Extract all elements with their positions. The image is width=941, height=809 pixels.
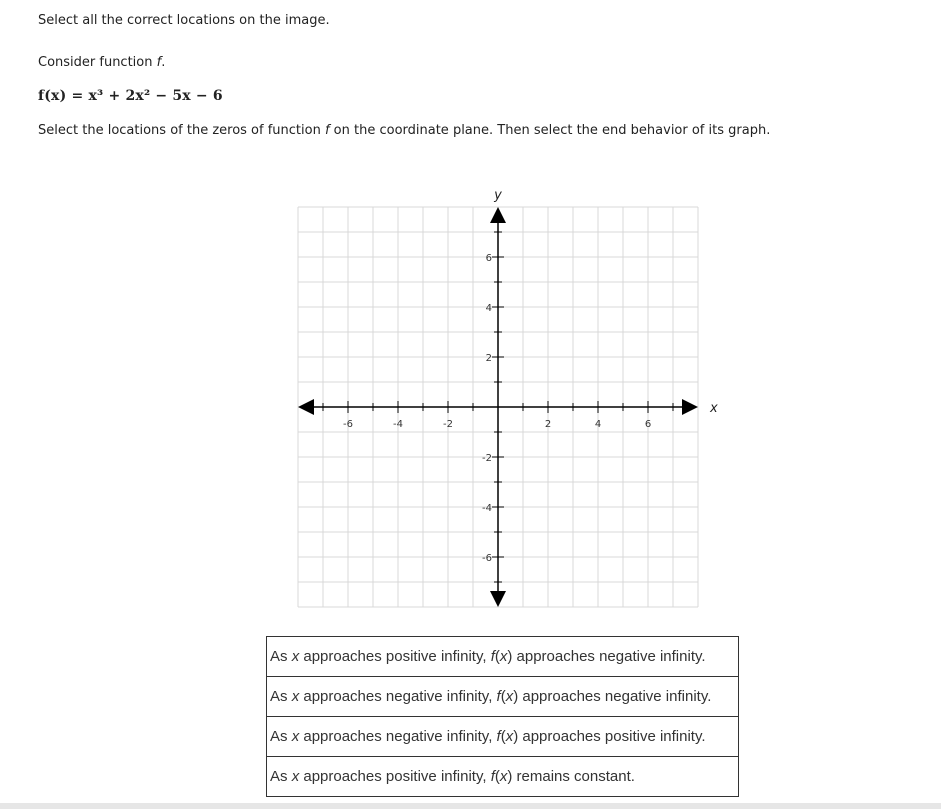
question-part-1: Select the locations of the zeros of function [38,123,325,138]
choice-option[interactable] [267,637,738,676]
choice-prefix: As [270,728,292,745]
y-tick-label: -6 [482,553,492,564]
choice-argument: x [499,768,508,785]
choice-suffix: approaches negative infinity. [518,688,712,705]
choice-paren-open: ( [500,728,506,745]
y-axis-label: y [494,188,502,203]
choice-middle: approaches positive infinity, [299,648,491,665]
choice-option[interactable] [267,756,738,796]
choice-paren-close: ) [513,688,519,705]
choice-paren-open: ( [494,648,500,665]
choice-argument: x [505,688,514,705]
function-formula: f(x) = x³ + 2x² − 5x − 6 [38,88,223,104]
y-tick-label: 2 [485,353,492,364]
tick-labels [343,253,651,564]
choice-paren-open: ( [494,768,500,785]
x-tick-label: 4 [594,419,602,430]
x-tick-label: -6 [343,419,353,430]
choice-paren-open: ( [500,688,506,705]
choice-option[interactable] [267,676,738,716]
x-axis-arrow-right [682,399,698,415]
consider-label: Consider function [38,55,157,70]
choice-middle: approaches negative infinity, [299,688,497,705]
choice-paren-close: ) [507,648,513,665]
x-axis-arrow-left [298,399,314,415]
choice-function: f [490,768,495,785]
end-behavior-choices [266,636,739,797]
choice-option[interactable] [267,716,738,756]
x-tick-label: 2 [544,419,552,430]
choice-paren-close: ) [513,728,519,745]
bottom-scroll-area [0,803,941,809]
choice-argument: x [505,728,514,745]
choice-variable: x [291,768,300,785]
choice-suffix: approaches positive infinity. [518,728,706,745]
consider-period: . [161,55,166,70]
question-text [38,123,770,138]
choice-middle: approaches positive infinity, [299,768,491,785]
choice-paren-close: ) [507,768,513,785]
choice-function: f [496,728,501,745]
instruction-text: Select all the correct locations on the image. [38,13,330,28]
question-part-2: on the coordinate plane. Then select the end behavior of its graph. [329,123,771,138]
choice-variable: x [291,728,300,745]
choice-function: f [496,688,501,705]
axes [298,207,698,607]
y-axis-arrow-down [490,591,506,607]
y-tick-label: 4 [485,303,492,314]
x-tick-label: -4 [393,419,403,430]
choice-suffix: approaches negative infinity. [512,648,706,665]
choice-suffix: remains constant. [512,768,635,785]
consider-text [38,55,165,70]
y-tick-label: -2 [482,453,492,464]
question-function-name: f [324,123,330,138]
y-tick-label: -4 [482,503,492,514]
x-tick-label: 6 [644,419,652,430]
choice-prefix: As [270,688,292,705]
choice-variable: x [291,688,300,705]
choice-prefix: As [270,648,292,665]
x-tick-label: -2 [443,419,453,430]
y-tick-label: 6 [485,253,492,264]
coordinate-plane[interactable] [280,180,730,620]
choice-argument: x [499,648,508,665]
function-name: f [156,55,162,70]
x-axis-label: x [710,401,718,416]
choice-variable: x [291,648,300,665]
choice-middle: approaches negative infinity, [299,728,497,745]
choice-function: f [490,648,495,665]
y-axis-arrow-up [490,207,506,223]
choice-prefix: As [270,768,292,785]
